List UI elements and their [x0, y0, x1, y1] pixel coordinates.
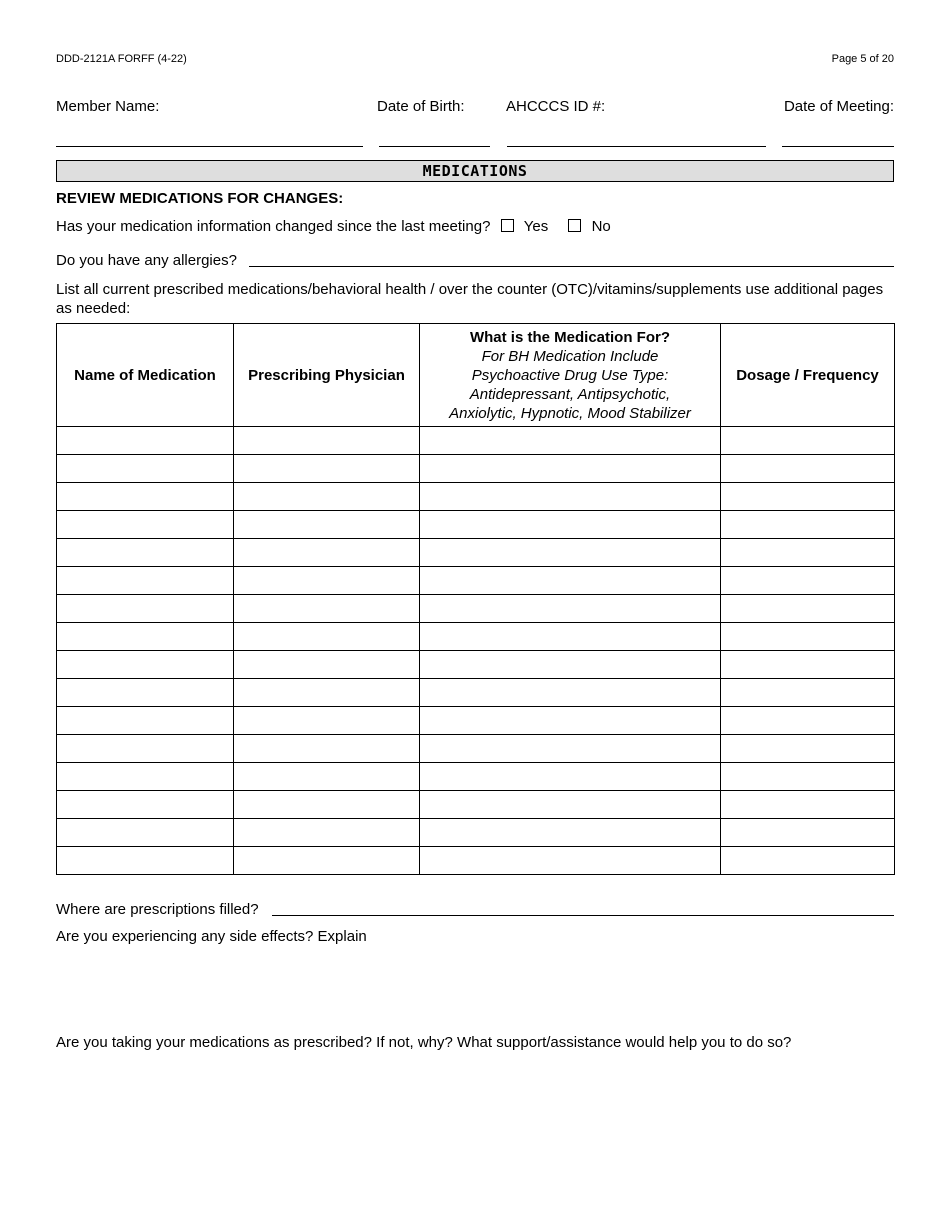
- prescribing-physician-cell[interactable]: [234, 483, 420, 511]
- date-of-meeting-field[interactable]: [782, 146, 894, 147]
- member-name-field[interactable]: [56, 146, 363, 147]
- allergies-question: Do you have any allergies?: [56, 252, 237, 269]
- table-row: [57, 679, 895, 707]
- dosage-frequency-cell[interactable]: [721, 511, 895, 539]
- prescribing-physician-cell[interactable]: [234, 763, 420, 791]
- prescriptions-filled-question: Where are prescriptions filled?: [56, 901, 259, 918]
- prescribing-physician-cell[interactable]: [234, 539, 420, 567]
- side-effects-answer-area[interactable]: [56, 950, 894, 1026]
- table-row: [57, 539, 895, 567]
- medication-purpose-cell[interactable]: [420, 651, 721, 679]
- taking-as-prescribed-answer-area[interactable]: [56, 1056, 894, 1206]
- ahcccs-id-field[interactable]: [507, 146, 766, 147]
- form-id: DDD-2121A FORFF (4-22): [56, 53, 187, 65]
- table-row: [57, 791, 895, 819]
- column-medication-purpose: [420, 324, 721, 427]
- medication-purpose-cell[interactable]: [420, 819, 721, 847]
- column-dosage-frequency: Dosage / Frequency: [721, 324, 895, 427]
- prescribing-physician-cell[interactable]: [234, 819, 420, 847]
- medication-purpose-cell[interactable]: [420, 623, 721, 651]
- allergies-field[interactable]: [249, 266, 894, 267]
- medication-purpose-cell[interactable]: [420, 567, 721, 595]
- medication-name-cell[interactable]: [57, 707, 234, 735]
- date-of-birth-field[interactable]: [379, 146, 490, 147]
- column-medication-purpose-note: Psychoactive Drug Use Type:: [471, 366, 669, 384]
- dosage-frequency-cell[interactable]: [721, 539, 895, 567]
- prescribing-physician-cell[interactable]: [234, 791, 420, 819]
- column-medication-purpose-title: What is the Medication For?: [469, 328, 670, 346]
- medication-changed-row: [56, 218, 611, 235]
- dosage-frequency-cell[interactable]: [721, 455, 895, 483]
- table-row: [57, 651, 895, 679]
- column-medication-purpose-note: For BH Medication Include: [481, 347, 659, 365]
- table-row: [57, 427, 895, 455]
- medication-name-cell[interactable]: [57, 791, 234, 819]
- column-medication-purpose-note: Antidepressant, Antipsychotic,: [469, 385, 671, 403]
- column-prescribing-physician: Prescribing Physician: [234, 324, 420, 427]
- medications-table: [56, 323, 895, 875]
- medication-purpose-cell[interactable]: [420, 679, 721, 707]
- medication-name-cell[interactable]: [57, 735, 234, 763]
- medication-name-cell[interactable]: [57, 455, 234, 483]
- prescribing-physician-cell[interactable]: [234, 707, 420, 735]
- ahcccs-id-label: AHCCCS ID #:: [506, 98, 606, 115]
- list-instruction: List all current prescribed medications/behavioral health / over the counter (OTC)/vitamins/supplements use additional pages as needed:: [56, 281, 884, 317]
- page-number: Page 5 of 20: [831, 53, 894, 65]
- prescribing-physician-cell[interactable]: [234, 511, 420, 539]
- medication-purpose-cell[interactable]: [420, 539, 721, 567]
- no-checkbox[interactable]: [568, 219, 581, 232]
- medication-name-cell[interactable]: [57, 763, 234, 791]
- prescriptions-filled-field[interactable]: [272, 915, 894, 916]
- dosage-frequency-cell[interactable]: [721, 763, 895, 791]
- prescribing-physician-cell[interactable]: [234, 847, 420, 875]
- medication-name-cell[interactable]: [57, 567, 234, 595]
- prescribing-physician-cell[interactable]: [234, 427, 420, 455]
- table-row: [57, 595, 895, 623]
- dosage-frequency-cell[interactable]: [721, 623, 895, 651]
- medication-purpose-cell[interactable]: [420, 707, 721, 735]
- dosage-frequency-cell[interactable]: [721, 679, 895, 707]
- medication-name-cell[interactable]: [57, 427, 234, 455]
- dosage-frequency-cell[interactable]: [721, 567, 895, 595]
- medication-purpose-cell[interactable]: [420, 455, 721, 483]
- no-label: No: [591, 218, 611, 235]
- taking-as-prescribed-question: Are you taking your medications as prescribed? If not, why? What support/assistance would help you to do so?: [56, 1034, 792, 1051]
- prescribing-physician-cell[interactable]: [234, 679, 420, 707]
- prescribing-physician-cell[interactable]: [234, 455, 420, 483]
- medication-changed-question: Has your medication information changed since the last meeting?: [56, 218, 491, 235]
- date-of-birth-label: Date of Birth:: [377, 98, 465, 115]
- table-row: [57, 763, 895, 791]
- table-row: [57, 735, 895, 763]
- review-heading: REVIEW MEDICATIONS FOR CHANGES:: [56, 190, 344, 207]
- yes-label: Yes: [523, 218, 549, 235]
- prescribing-physician-cell[interactable]: [234, 595, 420, 623]
- medication-purpose-cell[interactable]: [420, 511, 721, 539]
- medication-name-cell[interactable]: [57, 819, 234, 847]
- table-row: [57, 623, 895, 651]
- medication-name-cell[interactable]: [57, 651, 234, 679]
- medication-name-cell[interactable]: [57, 847, 234, 875]
- dosage-frequency-cell[interactable]: [721, 791, 895, 819]
- dosage-frequency-cell[interactable]: [721, 735, 895, 763]
- column-name-of-medication: Name of Medication: [57, 324, 234, 427]
- medication-purpose-cell[interactable]: [420, 595, 721, 623]
- table-row: [57, 483, 895, 511]
- medication-name-cell[interactable]: [57, 595, 234, 623]
- dosage-frequency-cell[interactable]: [721, 595, 895, 623]
- table-row: [57, 819, 895, 847]
- table-row: [57, 567, 895, 595]
- table-row: [57, 455, 895, 483]
- section-title-medications: MEDICATIONS: [56, 160, 894, 182]
- medication-purpose-cell[interactable]: [420, 427, 721, 455]
- dosage-frequency-cell[interactable]: [721, 483, 895, 511]
- medication-name-cell[interactable]: [57, 539, 234, 567]
- dosage-frequency-cell[interactable]: [721, 427, 895, 455]
- dosage-frequency-cell[interactable]: [721, 819, 895, 847]
- yes-checkbox[interactable]: [501, 219, 514, 232]
- medication-name-cell[interactable]: [57, 511, 234, 539]
- column-medication-purpose-note: Anxiolytic, Hypnotic, Mood Stabilizer: [449, 404, 691, 422]
- dosage-frequency-cell[interactable]: [721, 847, 895, 875]
- prescribing-physician-cell[interactable]: [234, 735, 420, 763]
- medication-purpose-cell[interactable]: [420, 735, 721, 763]
- prescribing-physician-cell[interactable]: [234, 651, 420, 679]
- medication-purpose-cell[interactable]: [420, 763, 721, 791]
- side-effects-question: Are you experiencing any side effects? Explain: [56, 928, 367, 945]
- date-of-meeting-label: Date of Meeting:: [783, 98, 894, 115]
- medication-name-cell[interactable]: [57, 679, 234, 707]
- medication-name-cell[interactable]: [57, 483, 234, 511]
- medication-purpose-cell[interactable]: [420, 847, 721, 875]
- medication-purpose-cell[interactable]: [420, 483, 721, 511]
- table-row: [57, 511, 895, 539]
- medication-name-cell[interactable]: [57, 623, 234, 651]
- dosage-frequency-cell[interactable]: [721, 651, 895, 679]
- table-row: [57, 707, 895, 735]
- member-name-label: Member Name:: [56, 98, 160, 115]
- table-row: [57, 847, 895, 875]
- table-header-row: [57, 324, 895, 427]
- dosage-frequency-cell[interactable]: [721, 707, 895, 735]
- prescribing-physician-cell[interactable]: [234, 567, 420, 595]
- medication-purpose-cell[interactable]: [420, 791, 721, 819]
- prescribing-physician-cell[interactable]: [234, 623, 420, 651]
